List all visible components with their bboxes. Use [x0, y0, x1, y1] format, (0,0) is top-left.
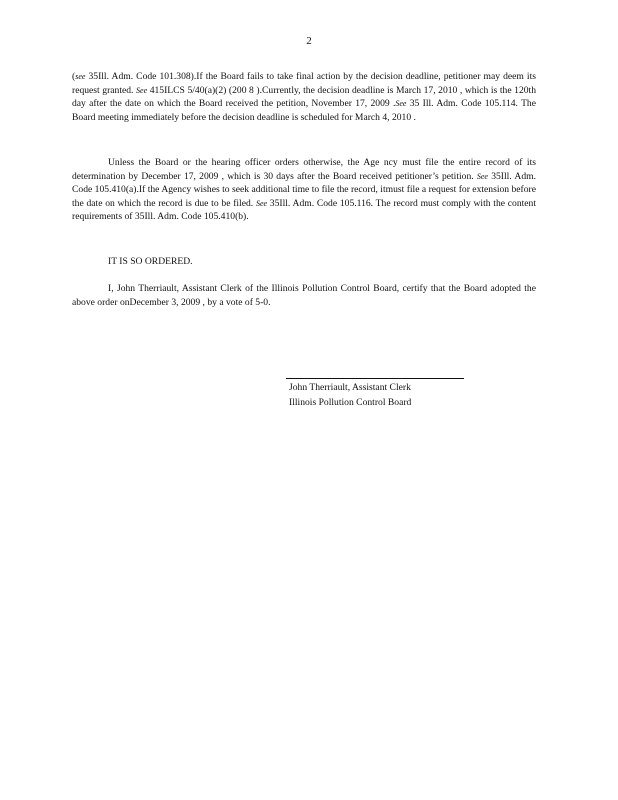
page-number: 2 [306, 35, 312, 47]
clerk-certification: I, John Therriault, Assistant Clerk of the Illinois Pollution Control Board, certify that the Board adopted the above order onDecember 3, 2009 , by a vote of 5-0. [72, 283, 536, 308]
citation-signal-see: See [255, 198, 268, 208]
para-1-text-1: ( [72, 71, 76, 82]
citation-signal-see: see [75, 72, 86, 81]
so-ordered-statement: IT IS SO ORDERED. [108, 256, 193, 267]
signature-block [289, 381, 411, 410]
para-1-text-2: 35Ill. Adm. Code 101.308).If the Board fails to take final action by the decision deadline, petitioner may deem its request granted. [72, 71, 536, 96]
para-2-text-3: 35Ill. Adm. Code 105.116. The record must comply with the content requirements of 35Ill. Adm. Code 105.410(b). [72, 197, 537, 223]
citation-signal-see: See [476, 171, 488, 181]
citation-signal-see: See [136, 85, 148, 95]
signatory-name-title: John Therriault, Assistant Clerk [289, 382, 411, 393]
signatory-organization: Illinois Pollution Control Board [289, 396, 412, 408]
para-2-text-1: Unless the Board or the hearing officer orders otherwise, the Age ncy must file the entire record of its determination by December 17, 2009 , which is 30 days after the Board received petitioner’s petition. [72, 157, 536, 182]
para-1-text-4: 35 Ill. Adm. Code 105.114. The Board meeting immediately before the decision deadline is scheduled for March 4, 2010 . [72, 98, 536, 123]
citation-signal-see: See [395, 99, 407, 109]
paragraph-decision-deadline [72, 70, 536, 124]
para-2-text-2: 35Ill. Adm. Code 105.410(a).If the Agency wishes to seek additional time to file the record, itmust file a request for extension before the date on which the record is due to be filed. [72, 170, 536, 209]
signature-line [286, 378, 464, 379]
paragraph-record-filing [72, 156, 536, 224]
para-1-text-3: 415ILCS 5/40(a)(2) (200 8 ).Currently, the decision deadline is March 17, 2010 , which is the 120th day after the date on which the Board received the petition, November 17, 2009 . [72, 84, 537, 110]
